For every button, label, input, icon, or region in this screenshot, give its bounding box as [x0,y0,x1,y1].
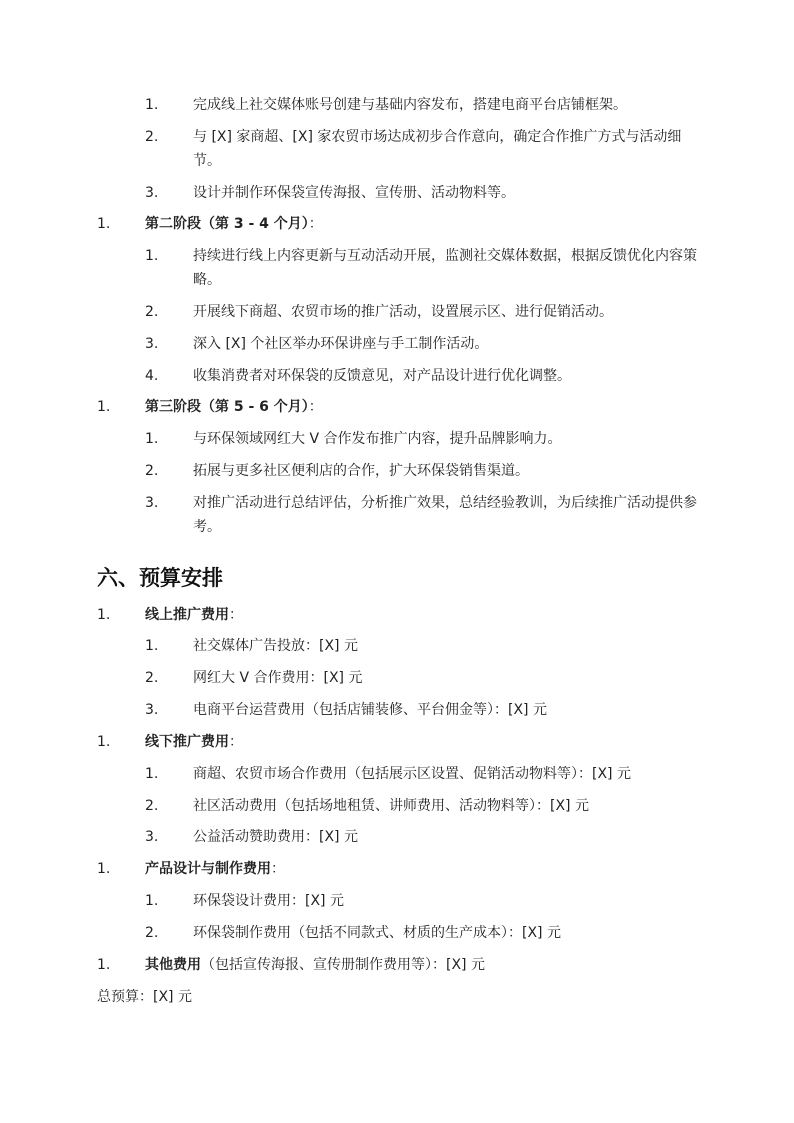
list-text: 环保袋设计费用：[X] 元 [193,893,344,909]
category-suffix: （包括宣传海报、宣传册制作费用等）：[X] 元 [201,957,485,973]
list-text: 与 [X] 家商超、[X] 家农贸市场达成初步合作意向，确定合作推广方式与活动细节。 [193,129,682,169]
list-text: 开展线下商超、农贸市场的推广活动，设置展示区、进行促销活动。 [193,304,613,320]
category-title: 线上推广费用 [145,607,229,623]
list-number: 1. [145,431,159,447]
list-number: 1. [97,734,111,750]
list-number: 3. [145,829,159,845]
category-title: 产品设计与制作费用 [145,861,271,877]
list-number: 2. [145,129,159,145]
list-number: 3. [145,702,159,718]
list-number: 1. [97,861,111,877]
list-number: 3. [145,495,159,511]
list-number: 2. [145,463,159,479]
list-number: 1. [145,248,159,264]
list-text: 拓展与更多社区便利店的合作，扩大环保袋销售渠道。 [193,463,529,479]
list-number: 3. [145,185,159,201]
list-number: 2. [145,925,159,941]
list-text: 环保袋制作费用（包括不同款式、材质的生产成本）：[X] 元 [193,925,561,941]
list-text: 网红大 V 合作费用：[X] 元 [193,670,363,686]
list-text: 收集消费者对环保袋的反馈意见，对产品设计进行优化调整。 [193,368,571,384]
list-number: 2. [145,304,159,320]
list-text: 持续进行线上内容更新与互动活动开展，监测社交媒体数据，根据反馈优化内容策略。 [193,248,697,288]
list-text: 与环保领域网红大 V 合作发布推广内容，提升品牌影响力。 [193,431,562,447]
list-text: 深入 [X] 个社区举办环保讲座与手工制作活动。 [193,336,489,352]
list-number: 1. [145,638,159,654]
list-number: 1. [97,399,111,415]
phase-title: 第三阶段（第 5 - 6 个月） [145,399,309,415]
list-number: 2. [145,798,159,814]
category-suffix: ： [229,734,243,750]
category-suffix: ： [229,607,243,623]
list-number: 1. [145,766,159,782]
list-number: 1. [97,607,111,623]
list-text: 设计并制作环保袋宣传海报、宣传册、活动物料等。 [193,185,515,201]
list-number: 4. [145,368,159,384]
list-text: 对推广活动进行总结评估，分析推广效果，总结经验教训，为后续推广活动提供参考。 [193,495,697,535]
list-number: 2. [145,670,159,686]
phase-suffix: ： [308,216,323,232]
list-number: 1. [97,957,111,973]
list-text: 完成线上社交媒体账号创建与基础内容发布，搭建电商平台店铺框架。 [193,97,627,113]
list-text: 社区活动费用（包括场地租赁、讲师费用、活动物料等）：[X] 元 [193,798,589,814]
list-number: 1. [145,893,159,909]
list-text: 公益活动赞助费用：[X] 元 [193,829,358,845]
total-budget: 总预算：[X] 元 [97,989,192,1005]
phase-suffix: ： [308,399,323,415]
category-suffix: ： [271,861,285,877]
list-number: 1. [145,97,159,113]
list-text: 社交媒体广告投放：[X] 元 [193,638,358,654]
list-text: 商超、农贸市场合作费用（包括展示区设置、促销活动物料等）：[X] 元 [193,766,631,782]
list-number: 1. [97,216,111,232]
section-heading: 六、预算安排 [97,566,223,590]
phase-title: 第二阶段（第 3 - 4 个月） [145,216,309,232]
list-text: 电商平台运营费用（包括店铺装修、平台佣金等）：[X] 元 [193,702,547,718]
list-number: 3. [145,336,159,352]
category-title: 其他费用 [145,957,201,973]
category-title: 线下推广费用 [145,734,229,750]
